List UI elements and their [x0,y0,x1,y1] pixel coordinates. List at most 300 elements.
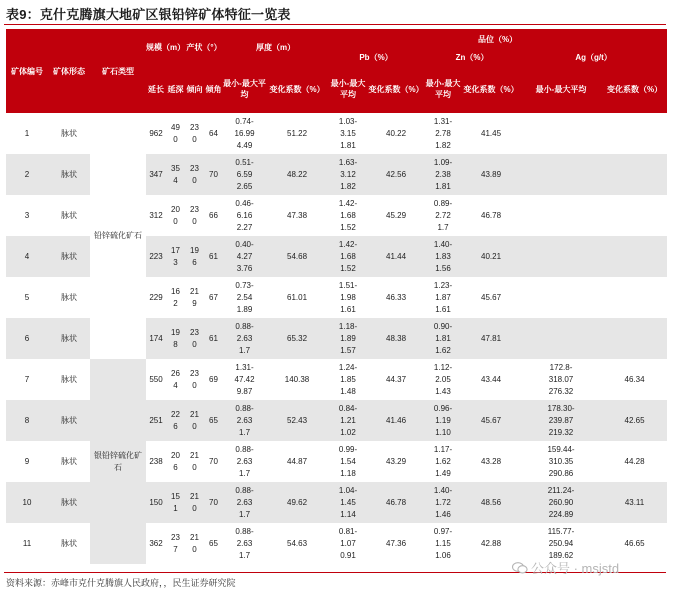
header-ore-shape: 矿体形态 [48,29,90,113]
thickness-range-line: 2.54 [236,292,253,302]
thickness-range [223,154,266,195]
thickness-range [223,359,266,400]
pb-range [328,195,368,236]
title-divider [4,24,666,25]
thickness-cv: 52.43 [266,400,328,441]
zn-range-line: 1.56 [435,263,451,273]
thickness-cv: 54.63 [287,538,308,548]
zn-range [424,400,462,441]
pb-range-line: 1.18- [338,321,358,331]
zn-range [424,482,462,523]
zn-range [424,113,462,154]
pb-range-line: 1.63- [338,157,358,167]
pb-range-line: 0.91 [340,550,356,560]
ore-body-table [6,29,667,564]
ag-cv [602,195,667,236]
zn-cv: 43.89 [462,154,520,195]
header-ag-range: 最小-最大平均 [520,65,602,113]
depth [166,236,185,277]
ag-range-line: 172.8- [549,362,573,372]
dip-angle: 67 [209,292,218,302]
pb-range-line: 1.18 [340,468,356,478]
dip-angle: 64 [209,128,218,138]
zn-range-line: 1.46 [435,509,451,519]
zn-cv: 47.81 [462,318,520,359]
thickness-range-line: 6.59 [236,169,253,179]
ag-cv: 42.65 [602,400,667,441]
ag-cv: 46.34 [624,374,645,384]
ag-range-line: 250.94 [548,538,574,548]
ore-shape: 脉状 [48,318,90,359]
depth-part: 26 [171,368,180,378]
header-ag-cv: 变化系数（%） [602,65,667,113]
extension: 229 [149,292,163,302]
zn-range-line: 2.72 [435,210,451,220]
thickness-range-line: 0.88- [235,485,254,495]
pb-range-line: 1.61 [340,304,356,314]
thickness-range-line: 9.87 [236,386,253,396]
thickness-range-line: 0.40- [235,239,254,249]
thickness-range-line: 0.51- [235,157,254,167]
thickness-range-line: 1.89 [236,304,253,314]
dip-direction [185,195,204,236]
watermark-text: 公众号 · msjstd [531,561,620,576]
pb-range-line: 1.42- [338,239,358,249]
ag-range-line: 239.87 [548,415,574,425]
thickness-range-line: 3.76 [236,263,253,273]
extension: 223 [146,236,166,277]
thickness-range-line: 1.7 [238,550,251,560]
extension: 150 [146,482,166,523]
extension: 347 [146,154,166,195]
ore-shape: 脉状 [48,236,90,277]
ore-type-pb-zn: 铅锌硫化矿石 [90,113,146,359]
pb-cv: 47.36 [386,538,407,548]
pb-range [328,318,368,359]
pb-cv: 45.29 [386,210,407,220]
ag-range-line: 276.32 [548,386,574,396]
dip-direction [185,482,204,523]
dip-direction-part: 21 [190,286,199,296]
dip-direction-part: 23 [190,368,199,378]
zn-range-line: 1.81 [435,333,451,343]
ag-range [520,359,602,400]
pb-range-line: 1.54 [340,456,356,466]
thickness-range-line: 4.49 [236,140,253,150]
dip-angle: 65 [209,538,218,548]
dip-direction [185,441,204,482]
zn-range-line: 1.15 [435,538,451,548]
ag-cv [602,236,667,277]
dip-direction-part: 23 [190,122,199,132]
ore-shape: 脉状 [61,128,77,138]
pb-range-line: 1.68 [340,210,356,220]
ore-no: 9 [24,456,30,466]
ag-cv [602,113,667,154]
thickness-range-line: 2.63 [236,538,253,548]
ag-range [520,277,602,318]
depth-part: 8 [173,339,178,349]
dip-direction-part: 21 [190,450,199,460]
pb-range-line: 3.15 [340,128,356,138]
header-depth: 延深 [166,65,185,113]
pb-range-line: 0.81- [338,526,358,536]
zn-range-line: 1.87 [435,292,451,302]
zn-cv: 43.28 [481,456,502,466]
ore-no: 3 [24,210,30,220]
pb-range-line: 1.82 [340,181,356,191]
ag-range-line: 310.35 [548,456,574,466]
zn-range [424,154,462,195]
thickness-range [223,277,266,318]
source-note: 资料来源：赤峰市克什克腾旗人民政府，，民生证券研究院 [6,578,236,588]
zn-range [424,441,462,482]
header-thickness: 厚度（m） [223,29,328,65]
ag-range-line: 178.30- [547,403,575,413]
header-zn-range: 最小-最大平均 [424,65,462,113]
depth [166,523,185,564]
ore-no: 7 [24,374,30,384]
depth [166,113,185,154]
dip-angle: 69 [209,374,218,384]
thickness-cv: 47.38 [287,210,308,220]
zn-range-line: 0.89- [433,198,453,208]
thickness-range-line: 47.42 [234,374,255,384]
pb-range-line: 1.81 [340,140,356,150]
zn-cv: 42.88 [481,538,502,548]
ore-shape: 脉状 [61,538,77,548]
dip-direction-part: 0 [192,380,197,390]
dip-direction-part: 0 [192,421,197,431]
thickness-range [223,400,266,441]
zn-range [424,236,462,277]
ore-no: 5 [24,292,30,302]
ore-no: 10 [6,482,48,523]
ag-range-line: 290.86 [548,468,574,478]
zn-cv: 46.78 [481,210,502,220]
thickness-cv: 61.01 [287,292,308,302]
thickness-range-line: 0.46- [235,198,254,208]
pb-range [328,400,368,441]
thickness-cv: 140.38 [284,374,310,384]
pb-range-line: 1.89 [340,333,356,343]
zn-cv: 45.67 [481,292,502,302]
ore-shape: 脉状 [48,154,90,195]
pb-range [328,441,368,482]
ag-cv: 43.11 [602,482,667,523]
dip-direction-part: 0 [192,503,197,513]
dip-direction-part: 0 [192,544,197,554]
dip-direction-part: 21 [190,532,199,542]
thickness-range-line: 2.63 [236,333,253,343]
ore-no: 1 [24,128,30,138]
pb-range-line: 1.03- [338,116,358,126]
dip-direction [185,318,204,359]
thickness-range [223,482,266,523]
dip-direction [185,523,204,564]
dip-direction-part: 19 [190,245,199,255]
dip-direction-part: 23 [190,163,199,173]
dip-direction-part: 9 [192,298,197,308]
table-row [6,113,667,154]
thickness-range-line: 0.88- [235,444,254,454]
pb-range-line: 1.45 [340,497,356,507]
depth [166,441,185,482]
pb-range-line: 1.68 [340,251,356,261]
zn-range [424,195,462,236]
zn-range-line: 1.09- [433,157,453,167]
zn-range-line: 2.78 [435,128,451,138]
zn-range-line: 1.72 [435,497,451,507]
ag-range-line: 219.32 [548,427,574,437]
thickness-range [223,441,266,482]
extension: 550 [149,374,163,384]
header-thickness-range: 最小-最大平均 [223,65,266,113]
dip-angle: 66 [209,210,218,220]
header-pb: Pb（%） [328,49,424,65]
dip-angle: 61 [204,236,223,277]
ag-range [520,400,602,441]
extension: 362 [149,538,163,548]
zn-range-line: 1.23- [433,280,453,290]
ore-shape: 脉状 [61,292,77,302]
header-extension: 延长 [146,65,166,113]
dip-angle: 70 [204,154,223,195]
pb-cv: 41.46 [368,400,424,441]
depth-part: 15 [171,491,180,501]
zn-range-line: 1.06 [435,550,451,560]
thickness-cv: 49.62 [266,482,328,523]
header-dip-direction: 倾向 [185,65,204,113]
ag-range [520,236,602,277]
header-scale: 规模（m） [146,29,185,65]
depth [166,318,185,359]
depth-part: 1 [173,503,178,513]
pb-range [328,482,368,523]
ore-shape: 脉状 [48,400,90,441]
zn-cv: 45.67 [462,400,520,441]
pb-range-line: 1.42- [338,198,358,208]
header-attitude: 产状（°） [185,29,223,65]
dip-direction [185,359,204,400]
ore-no: 8 [6,400,48,441]
pb-range-line: 1.07 [340,538,356,548]
extension: 238 [149,456,163,466]
zn-range-line: 1.31- [433,116,453,126]
extension: 251 [146,400,166,441]
ag-range [520,482,602,523]
thickness-range-line: 1.7 [238,468,251,478]
thickness-range-line: 2.63 [236,497,253,507]
depth-part: 4 [173,380,178,390]
thickness-range-line: 0.88- [235,321,254,331]
ag-range-line: 318.07 [548,374,574,384]
thickness-range-line: 1.31- [235,362,254,372]
dip-direction-part: 23 [190,204,199,214]
pb-range-line: 1.21 [340,415,356,425]
zn-range-line: 0.96- [433,403,453,413]
thickness-range-line: 1.7 [238,427,251,437]
depth [166,359,185,400]
pb-range [328,236,368,277]
thickness-range-line: 0.88- [235,403,254,413]
pb-cv: 46.33 [386,292,407,302]
header-pb-cv: 变化系数（%） [368,65,424,113]
pb-cv: 46.78 [368,482,424,523]
depth [166,195,185,236]
zn-range-line: 1.83 [435,251,451,261]
ore-type-ag-pb-zn: 银铅锌硫化矿石 [90,359,146,564]
thickness-cv: 65.32 [266,318,328,359]
depth-part: 49 [171,122,180,132]
depth-part: 0 [173,134,178,144]
ore-no: 11 [22,538,32,548]
depth-part: 17 [171,245,180,255]
ag-range-line: 260.90 [548,497,574,507]
ag-range [520,195,602,236]
ore-shape: 脉状 [61,374,77,384]
watermark [512,558,619,577]
ag-cv [602,318,667,359]
depth-part: 20 [171,204,180,214]
pb-range [328,113,368,154]
ore-shape: 脉状 [61,210,77,220]
depth [166,482,185,523]
depth [166,277,185,318]
zn-range-line: 1.61 [435,304,451,314]
table-body [6,113,667,564]
depth-part: 23 [171,532,180,542]
depth-part: 20 [171,450,180,460]
ag-range [520,441,602,482]
depth-part: 6 [173,462,178,472]
ag-range [520,113,602,154]
thickness-range-line: 0.88- [235,526,254,536]
pb-cv: 42.56 [368,154,424,195]
ag-range-line: 211.24- [547,485,575,495]
header-grade: 品位（%） [328,29,667,49]
dip-direction [185,154,204,195]
extension: 962 [149,128,163,138]
zn-range-line: 1.40- [433,239,453,249]
extension: 174 [146,318,166,359]
depth-part: 2 [173,298,178,308]
pb-range-line: 3.12 [340,169,356,179]
thickness-range [223,318,266,359]
zn-range-line: 2.05 [435,374,451,384]
ag-range-line: 224.89 [548,509,574,519]
zn-range [424,359,462,400]
pb-range-line: 1.52 [340,222,356,232]
dip-angle: 61 [204,318,223,359]
dip-direction-part: 6 [192,257,197,267]
ag-cv [602,277,667,318]
pb-range-line: 1.57 [340,345,356,355]
thickness-range [223,523,266,564]
pb-range-line: 1.51- [338,280,358,290]
zn-range-line: 1.62 [435,456,451,466]
pb-range [328,523,368,564]
dip-direction [185,236,204,277]
thickness-range-line: 1.7 [238,509,251,519]
dip-angle: 70 [204,482,223,523]
zn-range-line: 1.40- [433,485,453,495]
depth [166,400,185,441]
pb-cv: 43.29 [386,456,407,466]
zn-range [424,523,462,564]
dip-direction [185,277,204,318]
depth-part: 7 [173,544,178,554]
extension: 312 [149,210,163,220]
dip-direction-part: 21 [190,409,199,419]
zn-range-line: 1.49 [435,468,451,478]
thickness-cv: 51.22 [287,128,308,138]
pb-range-line: 1.52 [340,263,356,273]
thickness-cv: 44.87 [287,456,308,466]
zn-range-line: 0.90- [433,321,453,331]
header-zn: Zn（%） [424,49,520,65]
thickness-range-line: 2.63 [236,415,253,425]
zn-range [424,277,462,318]
ore-no: 6 [6,318,48,359]
dip-direction [185,400,204,441]
dip-direction-part: 21 [190,491,199,501]
pb-range-line: 0.84- [338,403,358,413]
pb-range-line: 1.85 [340,374,356,384]
depth-part: 6 [173,421,178,431]
zn-range-line: 1.10 [435,427,451,437]
ag-cv: 44.28 [624,456,645,466]
ag-cv [602,154,667,195]
pb-range-line: 1.98 [340,292,356,302]
thickness-range-line: 2.65 [236,181,253,191]
thickness-cv: 48.22 [266,154,328,195]
pb-range-line: 1.02 [340,427,356,437]
zn-range-line: 1.19 [435,415,451,425]
zn-cv: 40.21 [462,236,520,277]
zn-range-line: 2.38 [435,169,451,179]
depth-part: 0 [173,216,178,226]
pb-range-line: 1.24- [338,362,358,372]
pb-range [328,154,368,195]
dip-direction-part: 23 [190,327,199,337]
pb-cv: 41.44 [368,236,424,277]
thickness-range [223,113,266,154]
header-ag: Ag（g/t） [520,49,667,65]
zn-range-line: 1.12- [433,362,453,372]
zn-range-line: 1.17- [433,444,453,454]
ag-range-line: 115.77- [547,526,575,536]
table-title: 表9：克什克腾旗大地矿区银铅锌矿体特征一览表 [6,7,291,22]
thickness-range-line: 0.73- [235,280,254,290]
dip-angle: 65 [204,400,223,441]
ag-range [520,154,602,195]
zn-range [424,318,462,359]
thickness-range-line: 6.16 [236,210,253,220]
zn-range-line: 0.97- [433,526,453,536]
header-pb-range: 最小-最大平均 [328,65,368,113]
dip-direction-part: 0 [192,134,197,144]
pb-range-line: 1.14 [340,509,356,519]
depth-part: 4 [173,175,178,185]
thickness-range [223,236,266,277]
dip-direction-part: 0 [192,216,197,226]
zn-range-line: 1.62 [435,345,451,355]
zn-cv: 48.56 [462,482,520,523]
thickness-range-line: 4.27 [236,251,253,261]
pb-cv: 40.22 [386,128,407,138]
thickness-range [223,195,266,236]
